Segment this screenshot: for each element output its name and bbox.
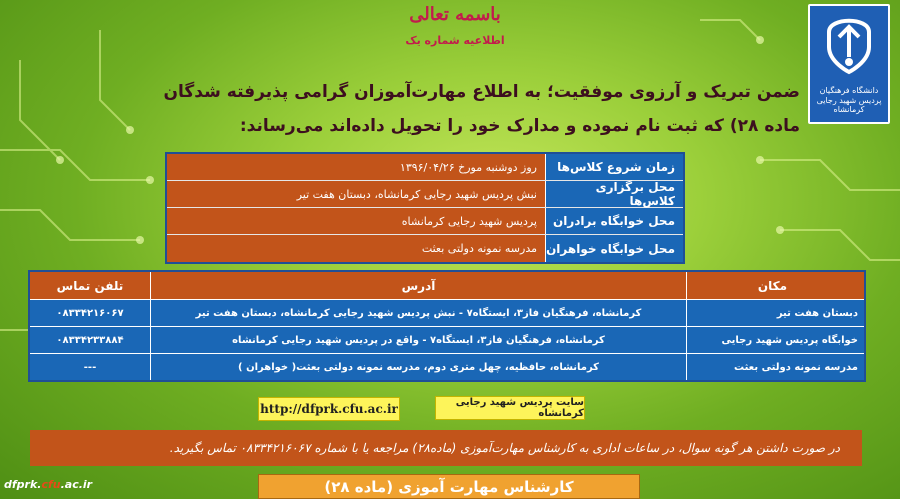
contact-notice: در صورت داشتن هر گونه سوال، در ساعات اداری به کارشناس مهارت‌آموزی (ماده۲۸) مراجعه یا با شماره ۰۸۳۳۴۲۱۶۰۶۷ تماس بگیرید. bbox=[30, 430, 862, 466]
row-place: مدرسه نمونه دولتی بعثت bbox=[686, 354, 864, 380]
row-address: کرمانشاه، حافظیه، چهل متری دوم، مدرسه نمونه دولتی بعثت( خواهران ) bbox=[150, 354, 686, 380]
notice-number: اطلاعیه شماره یک bbox=[405, 34, 505, 47]
university-logo bbox=[808, 4, 890, 124]
info-row bbox=[167, 154, 683, 181]
watermark-main: dfprk. bbox=[4, 478, 42, 491]
watermark-accent: cfu bbox=[41, 478, 61, 491]
row-phone: ۰۸۳۳۴۲۱۶۰۶۷ bbox=[56, 307, 124, 319]
site-watermark bbox=[4, 478, 92, 491]
address-table-header bbox=[30, 272, 864, 299]
website-url-link[interactable]: http://dfprk.cfu.ac.ir bbox=[258, 397, 400, 421]
info-label: زمان شروع کلاس‌ها bbox=[545, 154, 683, 180]
table-row bbox=[30, 299, 864, 326]
header-address: آدرس bbox=[150, 272, 686, 299]
header-place: مکان bbox=[686, 272, 864, 299]
table-row bbox=[30, 353, 864, 380]
row-phone: ۰۸۳۳۴۲۳۳۸۸۴ bbox=[56, 334, 124, 346]
row-address: کرمانشاه، فرهنگیان فاز۳، ایستگاه۷ - نبش پردیس شهید رجایی کرمانشاه، دبستان هفت تیر bbox=[150, 300, 686, 326]
bismillah-heading: باسمه تعالی bbox=[409, 4, 501, 25]
row-phone: --- bbox=[83, 361, 97, 373]
logo-caption: دانشگاه فرهنگیان پردیس شهید رجایی کرمانشاه bbox=[816, 86, 882, 115]
class-info-table bbox=[165, 152, 685, 264]
row-place: خوابگاه پردیس شهید رجایی bbox=[686, 327, 864, 353]
info-label: محل خوابگاه برادران bbox=[545, 208, 683, 234]
info-row bbox=[167, 208, 683, 235]
info-value: روز دوشنبه مورخ ۱۳۹۶/۰۴/۲۶ bbox=[167, 154, 545, 180]
info-value: مدرسه نمونه دولتی بعثت bbox=[167, 235, 545, 262]
info-value: نبش پردیس شهید رجایی کرمانشاه، دبستان هفت تیر bbox=[167, 181, 545, 207]
info-label: محل خوابگاه خواهران bbox=[545, 235, 683, 262]
info-label: محل برگزاری کلاس‌ها bbox=[545, 181, 683, 207]
address-table bbox=[28, 270, 866, 382]
watermark-tail: .ac.ir bbox=[60, 478, 93, 491]
website-name-label: سایت پردیس شهید رجایی کرمانشاه bbox=[435, 396, 585, 420]
table-row bbox=[30, 326, 864, 353]
info-row bbox=[167, 181, 683, 208]
footer-signature: کارشناس مهارت آموزی (ماده ۲۸) bbox=[258, 474, 640, 499]
info-row bbox=[167, 235, 683, 262]
row-address: کرمانشاه، فرهنگیان فاز۳، ایستگاه۷ - واقع در پردیس شهید رجایی کرمانشاه bbox=[150, 327, 686, 353]
header-phone: تلفن تماس bbox=[56, 278, 124, 293]
info-value: پردیس شهید رجایی کرمانشاه bbox=[167, 208, 545, 234]
row-place: دبستان هفت تیر bbox=[686, 300, 864, 326]
headline-line-1: ضمن تبریک و آرزوی موفقیت؛ به اطلاع مهارت‌آموزان گرامی پذیرفته شدگان bbox=[163, 82, 800, 102]
university-emblem-icon bbox=[819, 12, 879, 82]
headline-line-2: ماده ۲۸) که ثبت نام نموده و مدارک خود را تحویل داده‌اند می‌رساند: bbox=[239, 116, 800, 136]
